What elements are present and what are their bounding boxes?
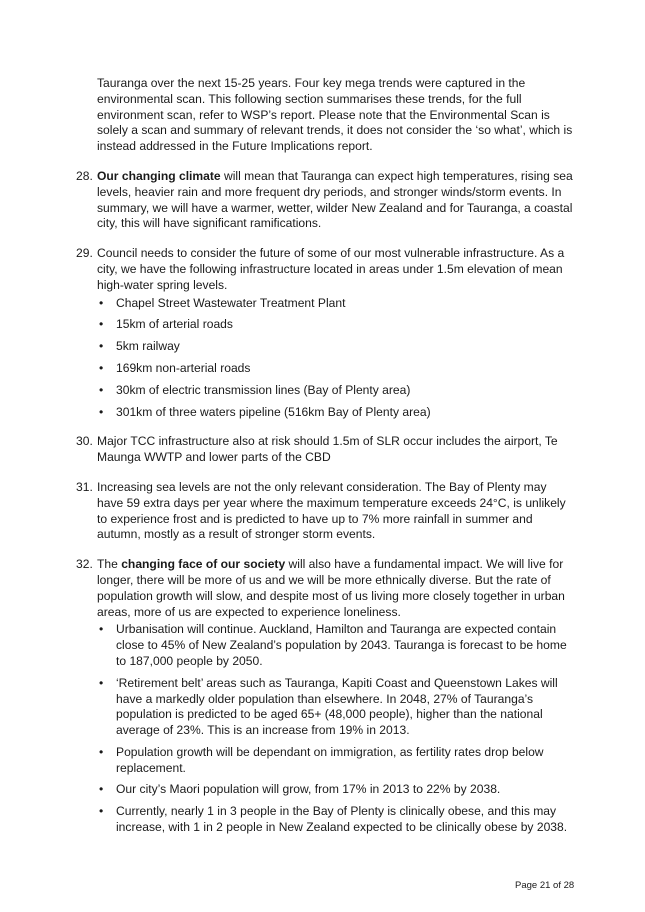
paragraph-number: 31. [76,479,93,494]
emphasis-text: Our changing climate [97,168,221,183]
paragraph-number: 30. [76,434,93,449]
body-text: will mean that Tauranga can expect high temperatures, rising sea levels, heavier rain and more frequent dry periods, and stronger winds/storm events. In summary, we will have a warmer, wetter, wilder New Zealand and for Tauranga, a coastal city, this will have significant ramifications. [97,168,573,231]
paragraph-32 [76,557,575,836]
list-item: • ‘Retirement belt’ areas such as Tauranga, Kapiti Coast and Queenstown Lakes will have a markedly older population than elsewhere. In 2048, 27% of Tauranga’s population is predicted to be aged 65+ (48,000 people), higher than the national average of 23%. This is an increase from 19% in 2013. [97,676,575,739]
list-item: • 5km railway [97,339,575,355]
paragraph-number: 29. [76,246,93,261]
paragraph-text [97,557,575,620]
list-item: • 301km of three waters pipeline (516km Bay of Plenty area) [97,405,575,421]
list-item: • Urbanisation will continue. Auckland, Hamilton and Tauranga are expected contain close to 45% of New Zealand’s population by 2043. Tauranga is forecast to be home to 187,000 people by 2050. [97,622,575,669]
paragraph-number: 32. [76,557,93,572]
list-item: • 30km of electric transmission lines (Bay of Plenty area) [97,383,575,399]
list-item: • Population growth will be dependant on immigration, as fertility rates drop below replacement. [97,745,575,777]
page-content [76,76,575,850]
body-text-prefix: The [97,557,122,572]
paragraph-text: Increasing sea levels are not the only relevant consideration. The Bay of Plenty may have 59 extra days per year where the maximum temperature exceeds 24°C, is unlikely to experience frost and is predicted to have up to 7% more rainfall in summer and autumn, mostly as a result of stronger storm events. [97,479,566,542]
list-item: • Our city’s Maori population will grow, from 17% in 2013 to 22% by 2038. [97,782,575,798]
list-item: • Currently, nearly 1 in 3 people in the Bay of Plenty is clinically obese, and this may increase, with 1 in 2 people in New Zealand expected to be clinically obese by 2038. [97,804,575,836]
paragraph-number: 28. [76,168,93,183]
body-text: will also have a fundamental impact. We will live for longer, there will be more of us and we will be more ethnically diverse. But the rate of population growth will slow, and despite most of us living more closely together in urban areas, more of us are expected to experience loneliness. [97,557,565,619]
intro-paragraph: Tauranga over the next 15-25 years. Four key mega trends were captured in the environmental scan. This following section summarises these trends, for the full environment scan, refer to WSP’s report. Please note that the Environmental Scan is solely a scan and summary of relevant trends, it does not consider the ‘so what’, which is instead addressed in the Future Implications report. [97,76,573,154]
paragraph-text [97,169,575,232]
list-item: • Chapel Street Wastewater Treatment Plant [97,296,575,312]
list-item: • 15km of arterial roads [97,317,575,333]
paragraph-28 [76,168,575,232]
infrastructure-list [97,296,575,421]
emphasis-text: changing face of our society [121,557,286,572]
paragraph-text: Council needs to consider the future of some of our most vulnerable infrastructure. As a city, we have the following infrastructure located in areas under 1.5m elevation of mean high-water spring levels. [97,246,565,292]
society-list [97,622,575,836]
paragraph-31 [76,479,575,543]
paragraph-text: Major TCC infrastructure also at risk should 1.5m of SLR occur includes the airport, Te Maunga WWTP and lower parts of the CBD [97,434,558,465]
page-number-footer: Page 21 of 28 [515,880,575,891]
paragraph-29 [76,246,575,420]
list-item: • 169km non-arterial roads [97,361,575,377]
paragraph-30 [76,434,575,466]
